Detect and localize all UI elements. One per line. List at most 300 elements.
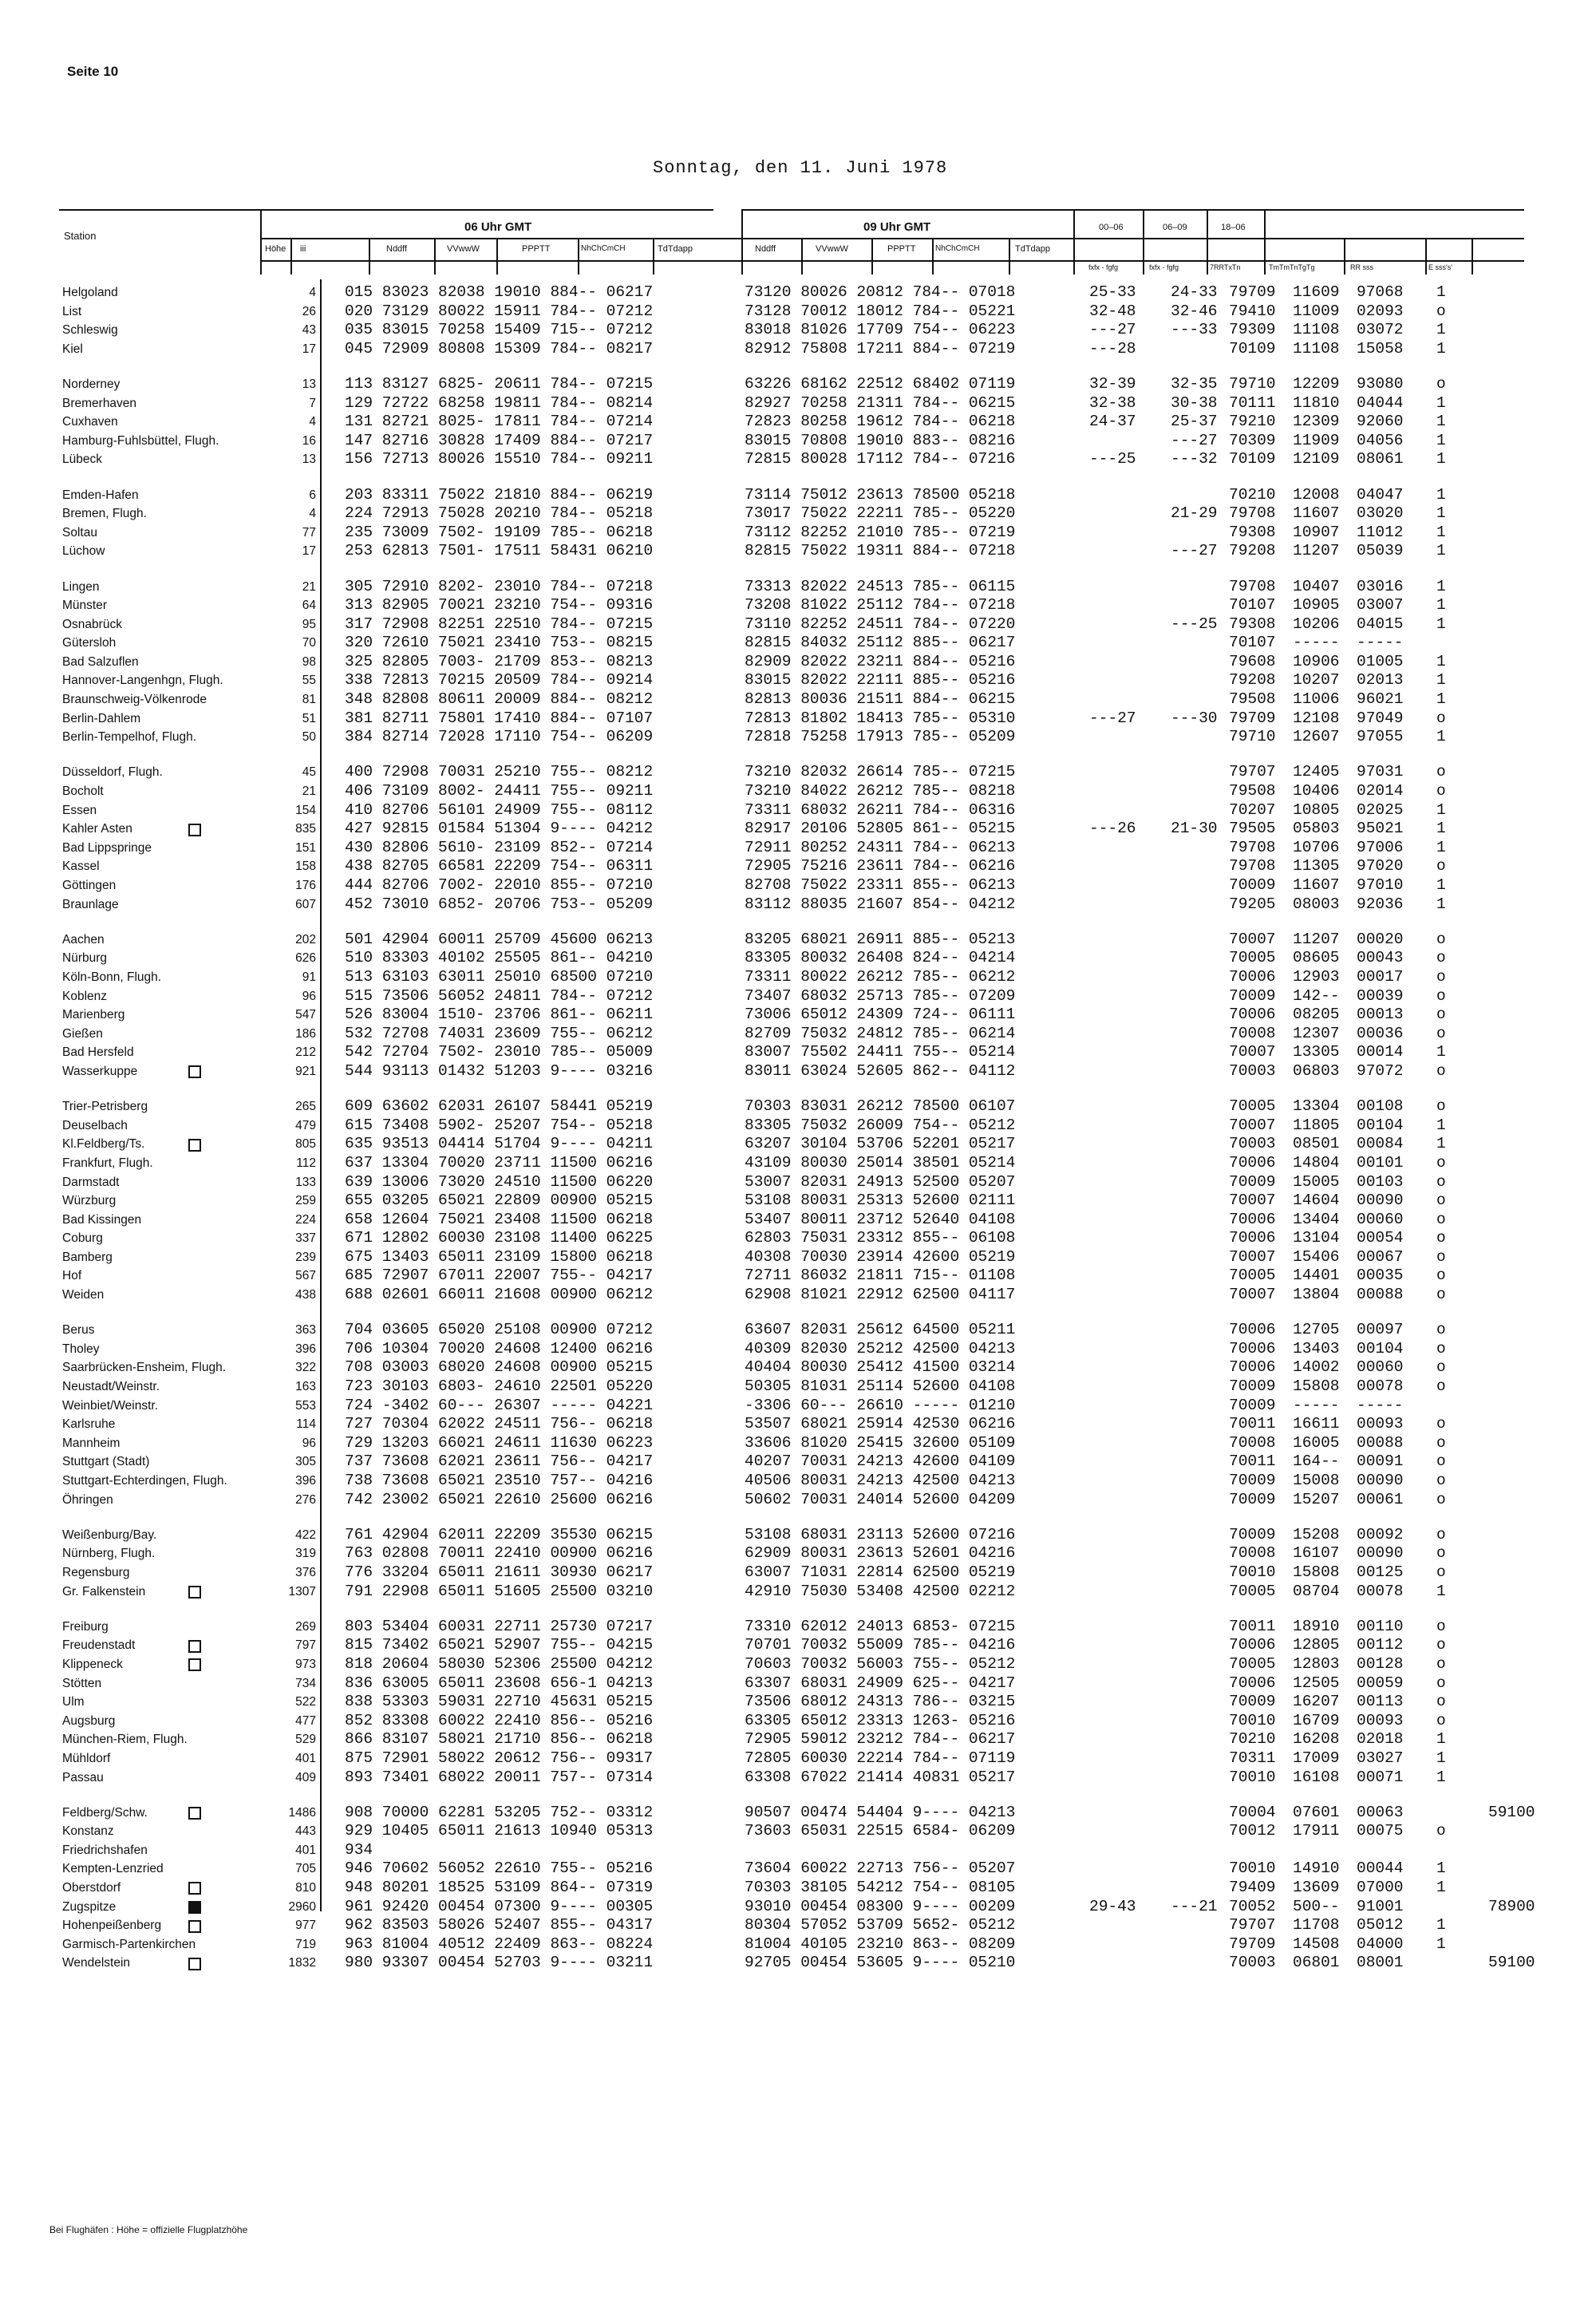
cell-o4: 05803 <box>1293 820 1340 838</box>
station-name: Augsburg <box>62 1713 116 1728</box>
cell-d09: 72905 59012 23212 784-- 06217 <box>745 1730 1016 1749</box>
station-group <box>0 1321 1596 1509</box>
station-name: Hof <box>62 1269 82 1283</box>
cell-o3: 79708 <box>1229 857 1276 875</box>
cell-o7: 59100 <box>1488 1954 1535 1972</box>
cell-o3: 70011 <box>1229 1452 1276 1471</box>
cell-o6: o <box>1436 1024 1446 1042</box>
station-name: Stuttgart-Echterdingen, Flugh. <box>62 1474 227 1488</box>
cell-d06: 400 72908 70031 25210 755-- 08212 <box>345 763 654 781</box>
table-row <box>0 1229 1596 1248</box>
cell-d06: 313 82905 70021 23210 754-- 09316 <box>345 596 654 615</box>
cell-o2: ---30 <box>1171 709 1218 727</box>
cell-o4: 12309 <box>1293 413 1340 431</box>
cell-o6: 1 <box>1436 321 1446 339</box>
table-row <box>0 801 1596 820</box>
cell-o6: 1 <box>1436 1730 1446 1749</box>
cell-d06: 129 72722 68258 19811 784-- 08214 <box>345 393 654 412</box>
cell-d06: 513 63103 63011 25010 68500 07210 <box>345 967 654 986</box>
header-period-3: 18–06 <box>1221 223 1246 232</box>
cell-d06: 658 12604 75021 23408 11500 06218 <box>345 1210 654 1228</box>
station-height: 973 <box>295 1657 316 1671</box>
cell-o5: 97020 <box>1357 857 1404 875</box>
cell-o4: 11108 <box>1293 339 1340 358</box>
cell-o6: 1 <box>1436 1859 1446 1878</box>
station-height: 163 <box>295 1380 316 1394</box>
cell-o4: 16208 <box>1293 1730 1340 1749</box>
cell-o3: 70006 <box>1229 1210 1276 1228</box>
cell-o5: 02014 <box>1357 782 1404 800</box>
cell-d06: 045 72909 80808 15309 784-- 08217 <box>345 339 654 358</box>
cell-d06: 866 83107 58021 21710 856-- 06218 <box>345 1730 654 1749</box>
cell-o4: 08501 <box>1293 1135 1340 1153</box>
table-row <box>0 1526 1596 1545</box>
station-height: 259 <box>295 1194 316 1208</box>
cell-o6: o <box>1436 1192 1446 1210</box>
cell-d09: 72818 75258 17913 785-- 05209 <box>745 728 1016 746</box>
cell-o6: o <box>1436 1490 1446 1508</box>
cell-d09: 83305 80032 26408 824-- 04214 <box>745 949 1016 967</box>
station-name: Friedrichshafen <box>62 1843 148 1857</box>
cell-d09: 83018 81026 17709 754-- 06223 <box>745 321 1016 339</box>
table-row <box>0 1377 1596 1397</box>
station-height: 21 <box>302 579 316 594</box>
cell-o4: 14508 <box>1293 1934 1340 1953</box>
table-row <box>0 1452 1596 1472</box>
cell-d06: 815 73402 65021 52907 755-- 04215 <box>345 1636 654 1654</box>
cell-o6: 1 <box>1436 728 1446 746</box>
station-height: 977 <box>295 1919 316 1933</box>
cell-o4: 11607 <box>1293 504 1340 523</box>
cell-d09: 82709 75032 24812 785-- 06214 <box>745 1024 1016 1042</box>
cell-d09: 72805 60030 22214 784-- 07119 <box>745 1749 1016 1767</box>
header-ppptt-06: PPPTT <box>522 244 551 254</box>
header-fx-2: fxfx - fgfg <box>1149 263 1179 271</box>
cell-o6: o <box>1436 1267 1446 1285</box>
station-height: 96 <box>302 1436 316 1450</box>
station-group <box>0 763 1596 914</box>
table-row <box>0 578 1596 597</box>
table-row <box>0 375 1596 394</box>
header-tdtd-09: TdTdapp <box>1015 244 1051 254</box>
cell-o5: 00090 <box>1357 1472 1404 1489</box>
cell-o6: 1 <box>1436 671 1446 690</box>
cell-d09: 82912 75808 17211 884-- 07219 <box>745 339 1016 358</box>
cell-o5: 97068 <box>1357 283 1404 301</box>
cell-o2: ---27 <box>1171 431 1218 449</box>
cell-d06: 131 82721 8025- 17811 784-- 07214 <box>345 413 654 431</box>
cell-o6: 1 <box>1436 1879 1446 1897</box>
cell-o2: ---27 <box>1171 542 1218 560</box>
station-name: Bamberg <box>62 1250 113 1264</box>
cell-d06: 803 53404 60031 22711 25730 07217 <box>345 1617 654 1635</box>
cell-o5: 00097 <box>1357 1321 1404 1339</box>
cell-o6: 1 <box>1436 1934 1446 1953</box>
cell-d06: 685 72907 67011 22007 755-- 04217 <box>345 1267 654 1285</box>
station-name: Regensburg <box>62 1565 130 1579</box>
table-row <box>0 653 1596 672</box>
station-height: 626 <box>295 951 316 966</box>
cell-o5: 00075 <box>1357 1822 1404 1840</box>
station-group <box>0 486 1596 561</box>
square-marker-icon <box>188 1954 201 1973</box>
cell-o3: 70006 <box>1229 1153 1276 1172</box>
cell-d06: 147 82716 30828 17409 884-- 07217 <box>345 431 654 449</box>
cell-o5: 00071 <box>1357 1768 1404 1786</box>
cell-o6: o <box>1436 949 1446 967</box>
cell-d09: 70303 83031 26212 78500 06107 <box>745 1097 1016 1116</box>
station-height: 363 <box>295 1323 316 1338</box>
cell-d06: 875 72901 58022 20612 756-- 09317 <box>345 1749 654 1767</box>
station-name: Emden-Hafen <box>62 488 139 502</box>
cell-o3: 70006 <box>1229 1006 1276 1024</box>
cell-o5: 04044 <box>1357 393 1404 412</box>
cell-o5: 00067 <box>1357 1247 1404 1266</box>
cell-o2: ---32 <box>1171 450 1218 468</box>
cell-o1: ---27 <box>1089 321 1136 339</box>
cell-d06: 655 03205 65021 22809 00900 05215 <box>345 1192 654 1210</box>
cell-o3: 70010 <box>1229 1859 1276 1878</box>
cell-d09: 72911 80252 24311 784-- 06213 <box>745 838 1016 856</box>
cell-o4: 11607 <box>1293 876 1340 894</box>
station-height: 17 <box>302 544 316 559</box>
station-name: Wendelstein <box>62 1956 131 1970</box>
station-name: Norderney <box>62 377 120 391</box>
square-marker-icon <box>188 1655 201 1674</box>
cell-o4: 11909 <box>1293 431 1340 449</box>
table-row <box>0 671 1596 690</box>
table-row <box>0 1583 1596 1602</box>
table-row <box>0 1769 1596 1788</box>
table-row <box>0 432 1596 451</box>
cell-o4: 10406 <box>1293 782 1340 800</box>
station-name: Hamburg-Fuhlsbüttel, Flugh. <box>62 433 219 448</box>
cell-o4: 14401 <box>1293 1267 1340 1285</box>
table-row <box>0 1192 1596 1211</box>
station-height: 212 <box>295 1045 316 1060</box>
cell-o4: 18910 <box>1293 1617 1340 1635</box>
table-row <box>0 1749 1596 1769</box>
station-height: 186 <box>295 1026 316 1041</box>
cell-o3: 70006 <box>1229 967 1276 986</box>
cell-o3: 70010 <box>1229 1563 1276 1581</box>
cell-o5: 04056 <box>1357 431 1404 449</box>
station-name: Bremen, Flugh. <box>62 507 147 521</box>
cell-d06: 639 13006 73020 24510 11500 06220 <box>345 1172 654 1191</box>
cell-o3: 70309 <box>1229 431 1276 449</box>
station-name: Aachen <box>62 932 105 946</box>
table-row <box>0 1618 1596 1637</box>
station-height: 319 <box>295 1547 316 1561</box>
cell-o6: 1 <box>1436 1749 1446 1767</box>
page-date: Sonntag, den 11. Juni 1978 <box>653 158 948 178</box>
cell-o6: o <box>1436 1636 1446 1654</box>
cell-d06: 929 10405 65011 21613 10940 05313 <box>345 1822 654 1840</box>
cell-d09: 93010 00454 08300 9---- 00209 <box>745 1897 1016 1915</box>
station-height: 6 <box>309 488 316 502</box>
cell-d09: 73210 82032 26614 785-- 07215 <box>745 763 1016 781</box>
cell-d06: 430 82806 5610- 23109 852-- 07214 <box>345 838 654 856</box>
cell-o3: 70107 <box>1229 596 1276 615</box>
table-row <box>0 283 1596 302</box>
station-name: Lingen <box>62 579 100 594</box>
station-height: 409 <box>295 1770 316 1784</box>
station-height: 265 <box>295 1100 316 1114</box>
cell-d09: 73604 60022 22713 756-- 05207 <box>745 1859 1016 1878</box>
cell-o6: 1 <box>1436 615 1446 633</box>
cell-o4: 11207 <box>1293 930 1340 948</box>
cell-o6: 1 <box>1436 393 1446 412</box>
cell-o5: 00104 <box>1357 1116 1404 1134</box>
header-hoehe: Höhe <box>265 244 286 254</box>
cell-d09: 73114 75012 23613 78500 05218 <box>745 485 1016 504</box>
station-name: Mannheim <box>62 1436 120 1450</box>
cell-o4: 16108 <box>1293 1768 1340 1786</box>
cell-o1: 25-33 <box>1089 283 1136 301</box>
station-name: Soltau <box>62 525 97 539</box>
cell-d06: 852 83308 60022 22410 856-- 05216 <box>345 1711 654 1729</box>
cell-o4: 13304 <box>1293 1097 1340 1116</box>
station-height: 734 <box>295 1676 316 1690</box>
cell-o4: 14910 <box>1293 1859 1340 1878</box>
station-name: Schleswig <box>62 323 118 338</box>
footnote: Bei Flughäfen : Höhe = offizielle Flugplatzhöhe <box>49 2224 248 2235</box>
table-row <box>0 895 1596 915</box>
cell-d09: 83205 68021 26911 885-- 05213 <box>745 930 1016 948</box>
cell-o4: 16005 <box>1293 1433 1340 1452</box>
station-height: 202 <box>295 932 316 946</box>
station-height: 55 <box>302 674 316 688</box>
cell-o4: 10907 <box>1293 523 1340 541</box>
cell-o5: 00093 <box>1357 1711 1404 1729</box>
cell-o5: 00054 <box>1357 1229 1404 1247</box>
cell-o6: o <box>1436 1544 1446 1563</box>
station-name: Weiden <box>62 1288 105 1302</box>
cell-d09: 50602 70031 24014 52600 04209 <box>745 1490 1016 1508</box>
cell-d09: 42910 75030 53408 42500 02212 <box>745 1582 1016 1600</box>
table-row <box>0 1563 1596 1583</box>
header-group-09: 09 Uhr GMT <box>863 220 931 234</box>
cell-o5: 96021 <box>1357 690 1404 709</box>
cell-o6: o <box>1436 1153 1446 1172</box>
cell-o3: 79308 <box>1229 523 1276 541</box>
cell-o6: o <box>1436 709 1446 727</box>
cell-o3: 70009 <box>1229 986 1276 1005</box>
cell-o3: 79708 <box>1229 504 1276 523</box>
station-height: 567 <box>295 1269 316 1283</box>
cell-o5: 03007 <box>1357 596 1404 615</box>
cell-d06: 934 <box>345 1840 373 1859</box>
station-name: Köln-Bonn, Flugh. <box>62 970 162 984</box>
table-row <box>0 486 1596 505</box>
cell-o3: 70005 <box>1229 1582 1276 1600</box>
cell-o3: 70012 <box>1229 1822 1276 1840</box>
cell-o3: 70011 <box>1229 1617 1276 1635</box>
cell-o6: o <box>1436 1358 1446 1377</box>
cell-o5: 00088 <box>1357 1433 1404 1452</box>
station-name: Berlin-Dahlem <box>62 711 141 725</box>
cell-o6: o <box>1436 967 1446 986</box>
cell-o4: 17009 <box>1293 1749 1340 1767</box>
table-row <box>0 1916 1596 1935</box>
cell-o3: 70004 <box>1229 1803 1276 1821</box>
cell-o5: 02018 <box>1357 1730 1404 1749</box>
cell-o4: 12805 <box>1293 1636 1340 1654</box>
cell-o4: 13403 <box>1293 1339 1340 1358</box>
cell-d06: 444 82706 7002- 22010 855-- 07210 <box>345 876 654 894</box>
cell-o3: 70008 <box>1229 1024 1276 1042</box>
cell-o2: ---33 <box>1171 321 1218 339</box>
cell-d06: 706 10304 70020 24608 12400 06216 <box>345 1339 654 1358</box>
station-name: Feldberg/Schw. <box>62 1805 148 1820</box>
cell-o4: 12803 <box>1293 1654 1340 1673</box>
cell-o6: 1 <box>1436 413 1446 431</box>
cell-o3: 70007 <box>1229 1247 1276 1266</box>
table-row <box>0 596 1596 615</box>
cell-o6: o <box>1436 1061 1446 1080</box>
station-name: Oberstdorf <box>62 1881 121 1895</box>
cell-o5: 11012 <box>1357 523 1404 541</box>
station-height: 479 <box>295 1118 316 1132</box>
cell-o4: 08003 <box>1293 895 1340 913</box>
cell-o6: o <box>1436 1674 1446 1692</box>
header-tmtm: TmTmTnTgTg <box>1269 263 1315 271</box>
table-row <box>0 1248 1596 1267</box>
cell-o5: 02093 <box>1357 302 1404 320</box>
cell-o3: 79709 <box>1229 709 1276 727</box>
cell-d06: 338 72813 70215 20509 784-- 09214 <box>345 671 654 690</box>
cell-o6: o <box>1436 930 1446 948</box>
station-name: Nürnberg, Flugh. <box>62 1547 156 1561</box>
cell-d06: 763 02808 70011 22410 00900 06216 <box>345 1544 654 1563</box>
cell-d09: 62803 75031 23312 855-- 06108 <box>745 1229 1016 1247</box>
table-row <box>0 542 1596 561</box>
cell-d06: 708 03003 68020 24608 00900 05215 <box>345 1358 654 1377</box>
table-row <box>0 1397 1596 1416</box>
station-name: Helgoland <box>62 286 118 299</box>
cell-d06: 317 72908 82251 22510 784-- 07215 <box>345 615 654 633</box>
cell-o5: 04047 <box>1357 485 1404 504</box>
cell-o3: 70005 <box>1229 1267 1276 1285</box>
cell-o6: o <box>1436 1654 1446 1673</box>
cell-d06: 791 22908 65011 51605 25500 03210 <box>345 1582 654 1600</box>
cell-d09: 83015 70808 19010 883-- 08216 <box>745 431 1016 449</box>
cell-d09: 82815 84032 25112 885-- 06217 <box>745 634 1016 652</box>
square-marker-icon <box>188 1916 201 1935</box>
station-height: 607 <box>295 897 316 911</box>
table-row <box>0 1655 1596 1674</box>
cell-o5: 03016 <box>1357 577 1404 595</box>
cell-o4: ----- <box>1293 634 1340 652</box>
cell-o6: 1 <box>1436 690 1446 709</box>
cell-o6: 1 <box>1436 1043 1446 1061</box>
cell-d06: 615 73408 5902- 25207 754-- 05218 <box>345 1116 654 1134</box>
cell-o5: 00020 <box>1357 930 1404 948</box>
station-name: Saarbrücken-Ensheim, Flugh. <box>62 1361 227 1375</box>
cell-o4: 12705 <box>1293 1321 1340 1339</box>
cell-o6: 1 <box>1436 1916 1446 1934</box>
cell-d06: 761 42904 62011 22209 35530 06215 <box>345 1525 654 1543</box>
cell-o4: 12505 <box>1293 1674 1340 1692</box>
cell-d06: 348 82808 80611 20009 884-- 08212 <box>345 690 654 709</box>
cell-o1: 29-43 <box>1089 1897 1136 1915</box>
cell-o4: 15207 <box>1293 1490 1340 1508</box>
cell-o3: 70006 <box>1229 1339 1276 1358</box>
station-name: München-Riem, Flugh. <box>62 1733 188 1747</box>
station-height: 305 <box>295 1455 316 1469</box>
cell-o4: 11108 <box>1293 321 1340 339</box>
cell-o5: 00078 <box>1357 1377 1404 1396</box>
cell-o4: 10805 <box>1293 800 1340 819</box>
cell-o4: 08205 <box>1293 1006 1340 1024</box>
cell-d06: 724 -3402 60--- 26307 ----- 04221 <box>345 1396 654 1414</box>
cell-o2: 21-29 <box>1171 504 1218 523</box>
cell-o5: 00036 <box>1357 1024 1404 1042</box>
cell-o2: 24-33 <box>1171 283 1218 301</box>
cell-d09: 72815 80028 17112 784-- 07216 <box>745 450 1016 468</box>
station-height: 26 <box>302 304 316 318</box>
square-marker-icon <box>188 1636 201 1655</box>
station-height: 16 <box>302 433 316 448</box>
table-row <box>0 1267 1596 1286</box>
cell-o7: 78900 <box>1488 1897 1535 1915</box>
cell-o6: o <box>1436 1172 1446 1191</box>
table-row <box>0 987 1596 1006</box>
station-name: Essen <box>62 803 97 817</box>
cell-d09: 83015 82022 22111 885-- 05216 <box>745 671 1016 690</box>
cell-o3: 70003 <box>1229 1135 1276 1153</box>
station-height: 81 <box>302 693 316 707</box>
cell-o5: 00061 <box>1357 1490 1404 1508</box>
header-vvwww-06: VVwwW <box>447 244 480 254</box>
station-table <box>0 283 1596 1990</box>
table-row <box>0 1415 1596 1434</box>
cell-o2: 32-46 <box>1171 302 1218 320</box>
cell-o5: 91001 <box>1357 1897 1404 1915</box>
cell-o3: 70011 <box>1229 1415 1276 1433</box>
cell-o6: 1 <box>1436 1768 1446 1786</box>
station-height: 4 <box>309 286 316 299</box>
cell-d09: 70701 70032 55009 785-- 04216 <box>745 1636 1016 1654</box>
cell-o5: 00060 <box>1357 1358 1404 1377</box>
cell-o5: 05012 <box>1357 1916 1404 1934</box>
cell-o3: 70006 <box>1229 1321 1276 1339</box>
station-height: 477 <box>295 1713 316 1728</box>
station-name: Passau <box>62 1770 104 1784</box>
cell-o6: 1 <box>1436 485 1446 504</box>
station-name: Gießen <box>62 1026 103 1041</box>
station-height: 269 <box>295 1619 316 1634</box>
cell-o5: 97055 <box>1357 728 1404 746</box>
cell-d09: 73006 65012 24309 724-- 06111 <box>745 1006 1016 1024</box>
station-height: 151 <box>295 840 316 855</box>
square-marker-icon <box>188 1062 201 1081</box>
station-name: Darmstadt <box>62 1175 120 1189</box>
cell-o6: 1 <box>1436 1116 1446 1134</box>
cell-d09: 50305 81031 25114 52600 04108 <box>745 1377 1016 1396</box>
cell-o6: o <box>1436 1472 1446 1489</box>
table-row <box>0 302 1596 322</box>
cell-o3: 70111 <box>1229 393 1276 412</box>
table-row <box>0 1135 1596 1154</box>
cell-o4: 15008 <box>1293 1472 1340 1489</box>
cell-d06: 609 63602 62031 26107 58441 05219 <box>345 1097 654 1116</box>
table-row <box>0 1954 1596 1973</box>
cell-o4: 500-- <box>1293 1897 1340 1915</box>
cell-o3: 70006 <box>1229 1229 1276 1247</box>
station-height: 64 <box>302 599 316 613</box>
station-height: 7 <box>309 396 316 410</box>
